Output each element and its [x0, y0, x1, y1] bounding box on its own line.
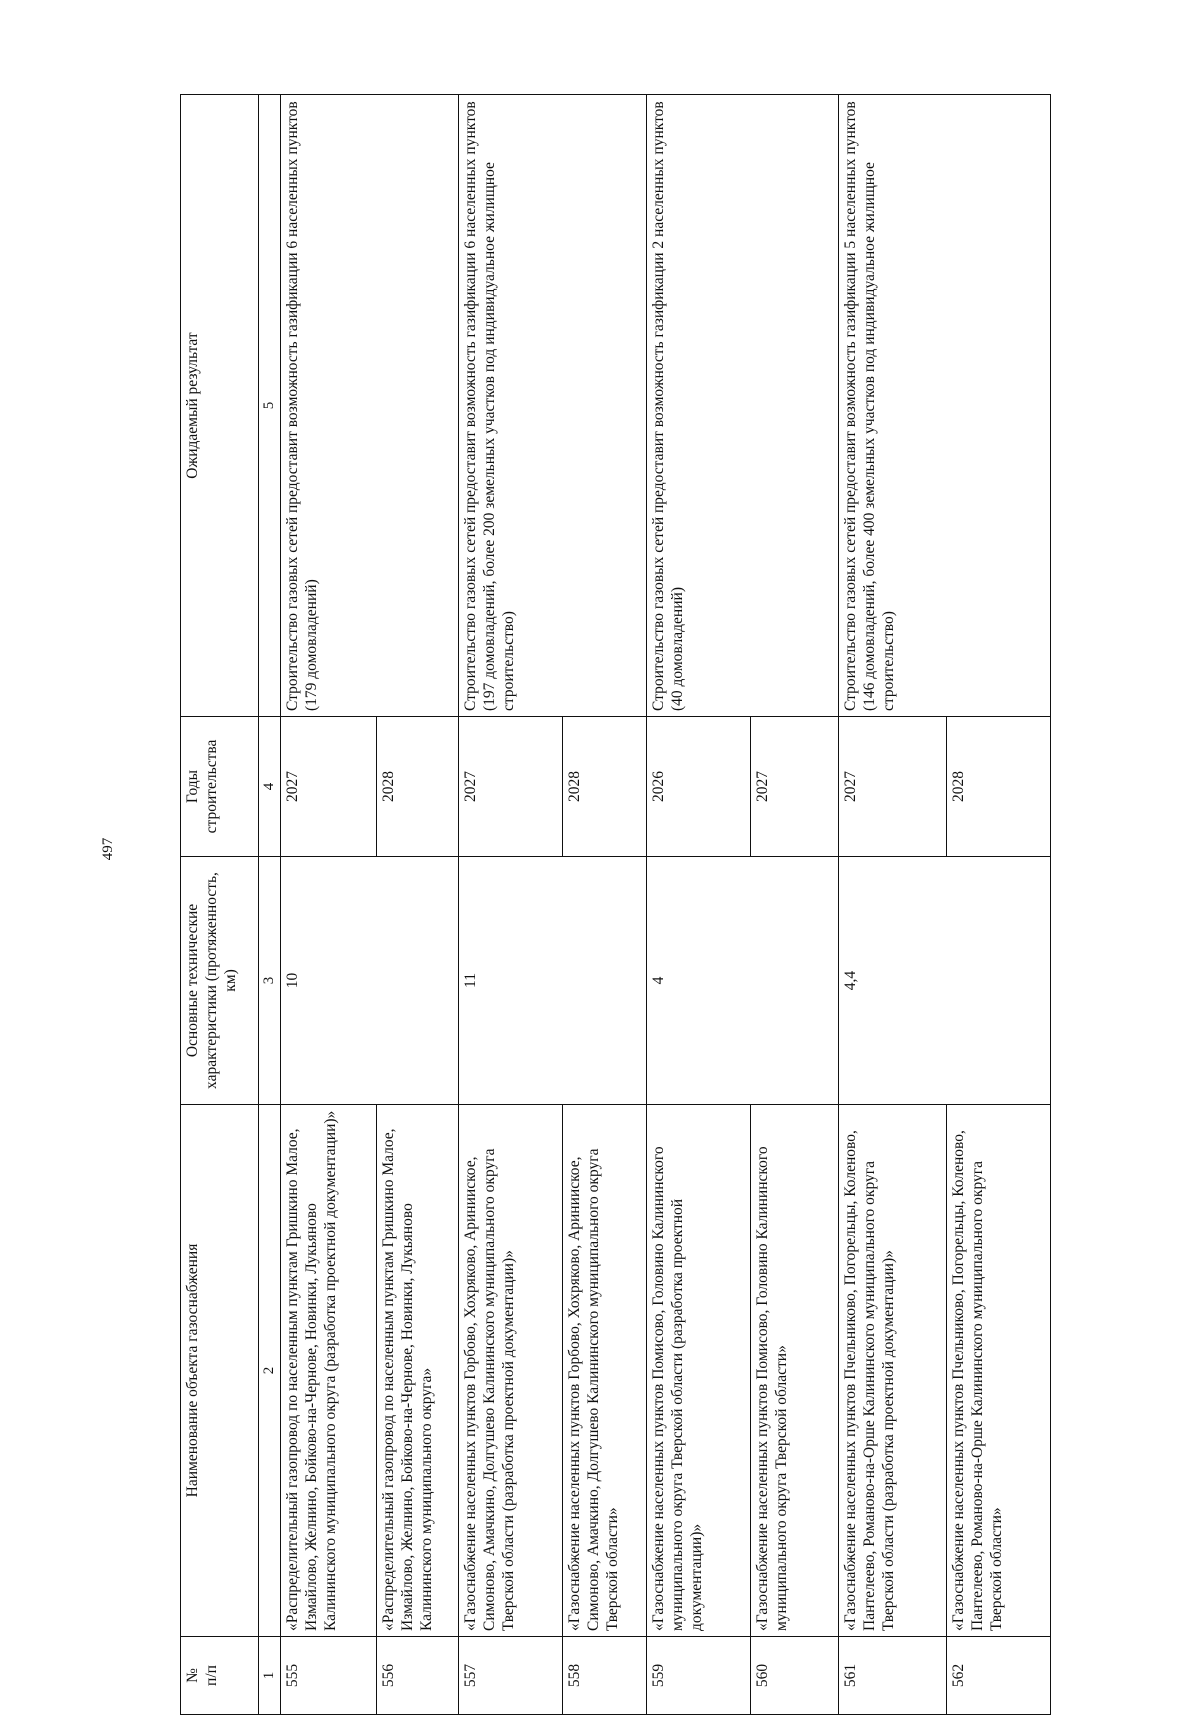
expected-result: Строительство газовых сетей предоставит возможность газификации 6 населенных пунктов (197 домовладений, более 200 земельных участков под индивидуальное жилищное строительство) — [459, 95, 647, 717]
table-row — [459, 95, 563, 1715]
construction-year: 2028 — [563, 717, 647, 857]
expected-result: Строительство газовых сетей предоставит возможность газификации 6 населенных пунктов (179 домовладений) — [281, 95, 459, 717]
construction-year: 2027 — [751, 717, 839, 857]
object-name: «Газоснабжение населенных пунктов Пчельниково, Погорельцы, Коленово, Пантелеево, Романово-на-Орше Калининского муниципального округа Тверской области (разработка проектной документации)» — [839, 1105, 947, 1637]
header-row — [181, 95, 259, 1715]
row-number: 557 — [459, 1637, 563, 1715]
length-value: 4 — [647, 857, 839, 1105]
page-number: 497 — [100, 837, 116, 861]
row-number: 562 — [947, 1637, 1051, 1715]
table-row — [281, 95, 377, 1715]
object-name: «Распределительный газопровод по населенным пунктам Гришкино Малое, Измайлово, Желнино, Бойково-на-Чернове, Новинки, Лукьяново Калининского муниципального округа» — [377, 1105, 459, 1637]
construction-year: 2028 — [947, 717, 1051, 857]
header-result: Ожидаемый результат — [181, 95, 259, 717]
row-number: 560 — [751, 1637, 839, 1715]
construction-year: 2026 — [647, 717, 751, 857]
expected-result: Строительство газовых сетей предоставит возможность газификации 5 населенных пунктов (146 домовладений, более 400 земельных участков под индивидуальное жилищное строительство) — [839, 95, 1051, 717]
object-name: «Газоснабжение населенных пунктов Пчельниково, Погорельцы, Коленово, Пантелеево, Романово-на-Орше Калининского муниципального округа Тверской области» — [947, 1105, 1051, 1637]
column-number: 4 — [259, 717, 281, 857]
row-number: 559 — [647, 1637, 751, 1715]
column-number: 5 — [259, 95, 281, 717]
construction-year: 2027 — [459, 717, 563, 857]
object-name: «Распределительный газопровод по населенным пунктам Гришкино Малое, Измайлово, Желнино, Бойково-на-Чернове, Новинки, Лукьяново Калининского муниципального округа (разработка проектной документации)» — [281, 1105, 377, 1637]
column-number-row — [259, 95, 281, 1715]
header-num: № п/п — [181, 1637, 259, 1715]
gas-supply-table — [180, 94, 1051, 1715]
column-number: 3 — [259, 857, 281, 1105]
construction-year: 2027 — [839, 717, 947, 857]
header-years: Годы строительства — [181, 717, 259, 857]
length-value: 4,4 — [839, 857, 1051, 1105]
rotated-table-wrapper — [180, 95, 1050, 1715]
header-tech: Основные технические характеристики (протяженность, км) — [181, 857, 259, 1105]
column-number: 2 — [259, 1105, 281, 1637]
object-name: «Газоснабжение населенных пунктов Горбово, Хохряково, Аринииское, Симоново, Амачкино, Долгушево Калининского муниципального округа Тверской области (разработка проектной документации)» — [459, 1105, 563, 1637]
row-number: 556 — [377, 1637, 459, 1715]
header-name: Наименование объекта газоснабжения — [181, 1105, 259, 1637]
construction-year: 2028 — [377, 717, 459, 857]
object-name: «Газоснабжение населенных пунктов Горбово, Хохряково, Аринииское, Симоново, Амачкино, Долгушево Калининского муниципального округа Тверской области» — [563, 1105, 647, 1637]
row-number: 561 — [839, 1637, 947, 1715]
object-name: «Газоснабжение населенных пунктов Помисово, Головино Калининского муниципального округа Тверской области (разработка проектной документации)» — [647, 1105, 751, 1637]
length-value: 10 — [281, 857, 459, 1105]
construction-year: 2027 — [281, 717, 377, 857]
row-number: 558 — [563, 1637, 647, 1715]
table-row — [839, 95, 947, 1715]
expected-result: Строительство газовых сетей предоставит возможность газификации 2 населенных пунктов (40 домовладений) — [647, 95, 839, 717]
table-row — [647, 95, 751, 1715]
row-number: 555 — [281, 1637, 377, 1715]
object-name: «Газоснабжение населенных пунктов Помисово, Головино Калининского муниципального округа Тверской области» — [751, 1105, 839, 1637]
column-number: 1 — [259, 1637, 281, 1715]
length-value: 11 — [459, 857, 647, 1105]
